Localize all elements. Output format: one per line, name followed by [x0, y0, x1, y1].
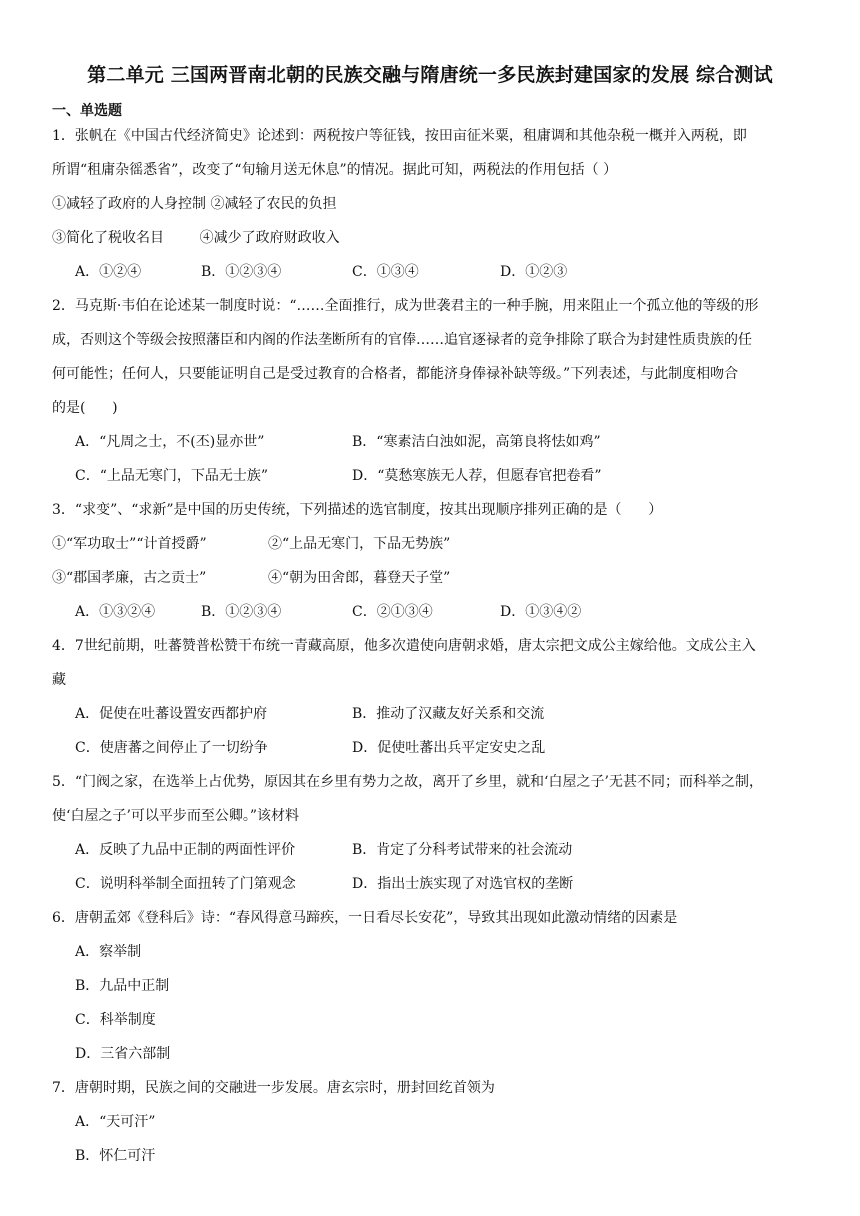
- q4-option-d[interactable]: D．促使吐蕃出兵平定安史之乱: [352, 740, 546, 756]
- q5-stem-line-2: 使‘白屋之子’可以平步而至公卿。”该材料: [52, 808, 300, 824]
- q2-stem-line-3: 何可能性；任何人，只要能证明自己是受过教育的合格者，都能济身俸禄补缺等级。”下列表述，与此制度相吻合: [52, 366, 739, 382]
- q6-option-d[interactable]: D．三省六部制: [75, 1046, 171, 1062]
- q6-stem-line-1: 6．唐朝孟郊《登科后》诗：“春风得意马蹄疾，一日看尽长安花”，导致其出现如此激动情绪的因素是: [52, 910, 678, 926]
- q2-option-a[interactable]: A．“凡周之士，不(丕)显亦世”: [75, 434, 265, 450]
- q4-stem-line-1: 4．7世纪前期，吐蕃赞普松赞干布统一青藏高原，他多次遣使向唐朝求婚，唐太宗把文成公主嫁给他。文成公主入: [52, 638, 756, 654]
- q3-option-c[interactable]: C．②①③④: [352, 604, 433, 620]
- q7-option-b[interactable]: B．怀仁可汗: [75, 1148, 156, 1164]
- q3-option-b[interactable]: B．①②③④: [201, 604, 282, 620]
- q7-option-a[interactable]: A．“天可汗”: [75, 1114, 156, 1130]
- q1-stem-line-1: 1．张帆在《中国古代经济简史》论述到：两税按户等征钱，按田亩征米粟，租庸调和其他杂税一概并入两税，即: [52, 128, 747, 144]
- q5-option-b[interactable]: B．肯定了分科考试带来的社会流动: [352, 842, 573, 858]
- q5-option-d[interactable]: D．指出士族实现了对选官权的垄断: [352, 876, 574, 892]
- q4-option-a[interactable]: A．促使在吐蕃设置安西都护府: [75, 706, 268, 722]
- q1-option-c[interactable]: C．①③④: [352, 264, 419, 280]
- q7-stem-line-1: 7．唐朝时期，民族之间的交融进一步发展。唐玄宗时，册封回纥首领为: [52, 1080, 495, 1096]
- q2-stem-line-4: 的是( ): [52, 400, 118, 416]
- q3-option-d[interactable]: D．①③④②: [500, 604, 582, 620]
- q2-stem-line-2: 成，否则这个等级会按照藩臣和内阁的作法垄断所有的官俸……追官逐禄者的竞争排除了联合为封建性质贵族的任: [52, 332, 752, 348]
- q4-option-b[interactable]: B．推动了汉藏友好关系和交流: [352, 706, 545, 722]
- q2-option-b[interactable]: B．“寒素洁白浊如泥，高第良将怯如鸡”: [352, 434, 601, 450]
- q3-option-a[interactable]: A．①③②④: [75, 604, 156, 620]
- q1-statement-1: ①减轻了政府的人身控制 ②减轻了农民的负担: [52, 196, 337, 212]
- q5-option-a[interactable]: A．反映了九品中正制的两面性评价: [75, 842, 296, 858]
- q5-stem-line-1: 5．“门阀之家，在选举上占优势，原因其在乡里有势力之故，离开了乡里，就和‘白屋之子’无甚不同；而科举之制，: [52, 774, 763, 790]
- q2-option-c[interactable]: C．“上品无寒门，下品无士族”: [75, 468, 269, 484]
- q3-statement-4: ④“朝为田舍郎，暮登天子堂”: [268, 570, 451, 586]
- q1-option-b[interactable]: B．①②③④: [201, 264, 282, 280]
- q3-statement-3: ③“郡国孝廉，古之贡士”: [52, 570, 207, 586]
- q1-option-d[interactable]: D．①②③: [500, 264, 568, 280]
- page-title: 第二单元 三国两晋南北朝的民族交融与隋唐统一多民族封建国家的发展 综合测试: [87, 64, 773, 86]
- q4-option-c[interactable]: C．使唐蕃之间停止了一切纷争: [75, 740, 268, 756]
- q1-option-a[interactable]: A．①②④: [75, 264, 142, 280]
- q2-option-d[interactable]: D．“莫愁寒族无人荐，但愿春官把卷看”: [352, 468, 602, 484]
- section-heading: 一、单选题: [52, 103, 122, 119]
- q6-option-c[interactable]: C．科举制度: [75, 1012, 156, 1028]
- q1-stem-line-2: 所谓“租庸杂徭悉省”，改变了“旬输月送无休息”的情况。据此可知，两税法的作用包括（ ）: [52, 162, 618, 178]
- q1-statement-2: ③简化了税收名目 ④减少了政府财政收入: [52, 230, 340, 246]
- q6-option-b[interactable]: B．九品中正制: [75, 978, 170, 994]
- q3-statement-1: ①“军功取士”“计首授爵”: [52, 536, 207, 552]
- q6-option-a[interactable]: A．察举制: [75, 944, 142, 960]
- q3-stem-line-1: 3．“求变”、“求新”是中国的历史传统，下列描述的选官制度，按其出现顺序排列正确的是（ ）: [52, 502, 663, 518]
- q2-stem-line-1: 2．马克斯·韦伯在论述某一制度时说：“……全面推行，成为世袭君主的一种手腕，用来阻止一个孤立他的等级的形: [52, 298, 759, 314]
- q3-statement-2: ②“上品无寒门，下品无势族”: [268, 536, 451, 552]
- q5-option-c[interactable]: C．说明科举制全面扭转了门第观念: [75, 876, 296, 892]
- q4-stem-line-2: 藏: [52, 672, 66, 688]
